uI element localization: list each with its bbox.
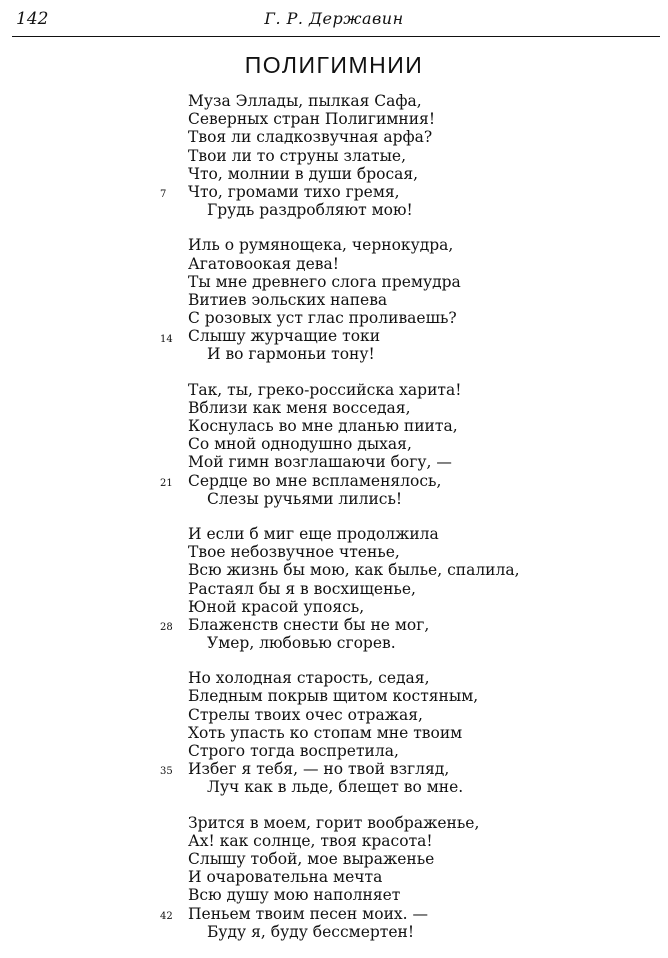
- header-divider: [12, 36, 660, 37]
- page-header: [0, 0, 668, 40]
- poem-line: Твоя ли сладкозвучная арфа?: [188, 128, 433, 147]
- poem-line: Со мной однодушно дыхая,: [188, 435, 412, 454]
- poem-title: ПОЛИГИМНИИ: [244, 52, 424, 78]
- poem-line: Строго тогда воспретила,: [188, 742, 399, 760]
- poem-line: Блаженств снести бы не мог,: [188, 615, 430, 634]
- poem-line: Сердце во мне вспламенялось,: [188, 471, 442, 490]
- line-number: 14: [160, 333, 173, 345]
- line-number: 42: [160, 910, 173, 922]
- poem-line: Иль о румянощека, чернокудра,: [188, 236, 454, 255]
- poem-line: Но холодная старость, седая,: [188, 669, 430, 688]
- poem-line: Витиев эольских напева: [188, 290, 388, 309]
- line-number: 21: [160, 477, 173, 489]
- poem-line: Грудь раздробляют мою!: [207, 201, 413, 220]
- poem-line: Юной красой упоясь,: [188, 597, 365, 616]
- poem-line: И во гармоньи тону!: [207, 345, 375, 364]
- poem-body: [0, 92, 668, 958]
- running-head: Г. Р. Державин: [264, 9, 404, 28]
- stanza: [0, 92, 668, 219]
- poem-line: Умер, любовью сгорев.: [207, 634, 396, 653]
- poem-line: Хоть упасть ко стопам мне твоим: [188, 723, 463, 742]
- poem-line: Северных стран Полигимния!: [188, 110, 436, 129]
- poem-line: Что, молнии в души бросая,: [188, 164, 419, 183]
- line-number: 28: [160, 622, 173, 634]
- poem-line: Буду я, буду бессмертен!: [207, 922, 415, 941]
- line-number: 35: [160, 766, 173, 778]
- poem-line: Что, громами тихо гремя,: [188, 182, 400, 201]
- poem-line: Растаял бы я в восхищенье,: [188, 579, 416, 598]
- poem-line: Зрится в моем, горит воображенье,: [188, 813, 480, 832]
- line-number: 7: [160, 189, 167, 201]
- page-number: 142: [16, 9, 49, 29]
- poem-line: С розовых уст глас проливаешь?: [188, 309, 457, 328]
- stanza: [0, 814, 668, 941]
- poem-line: Агатовоокая дева!: [188, 254, 339, 273]
- poem-line: Слышу тобой, мое выраженье: [188, 849, 435, 868]
- poem-line: Бледным покрыв щитом костяным,: [188, 687, 479, 706]
- poem-line: Стрелы твоих очес отражая,: [188, 705, 423, 724]
- poem-line: Твои ли то струны златые,: [188, 146, 407, 165]
- poem-line: Всю жизнь бы мою, как былье, спалила,: [188, 561, 520, 580]
- poem-line: Слышу журчащие токи: [188, 327, 381, 346]
- poem-line: Коснулась во мне дланью пиита,: [188, 417, 458, 435]
- poem-line: Ты мне древнего слога премудра: [188, 272, 461, 291]
- stanza: [0, 525, 668, 652]
- poem-line: Луч как в льде, блещет во мне.: [207, 778, 464, 797]
- poem-line: Избег я тебя, — но твой взгляд,: [188, 760, 450, 779]
- poem-line: Ах! как солнце, твоя красота!: [188, 831, 433, 850]
- poem-line: И очаровательна мечта: [188, 868, 383, 887]
- stanza: [0, 381, 668, 508]
- poem-line: Мой гимн возглашаючи богу, —: [188, 453, 452, 472]
- stanza: [0, 669, 668, 796]
- poem-line: Вблизи как меня восседая,: [188, 398, 411, 417]
- poem-line: И если б миг еще продолжила: [188, 524, 439, 543]
- stanza: [0, 236, 668, 363]
- poem-line: Слезы ручьями лились!: [207, 489, 403, 508]
- poem-line: Всю душу мою наполняет: [188, 886, 401, 905]
- poem-line: Пеньем твоим песен моих. —: [188, 904, 428, 923]
- poem-line: Твое небозвучное чтенье,: [188, 543, 400, 562]
- poem-line: Муза Эллады, пылкая Сафа,: [188, 92, 422, 110]
- poem-line: Так, ты, греко-российска харита!: [188, 380, 462, 399]
